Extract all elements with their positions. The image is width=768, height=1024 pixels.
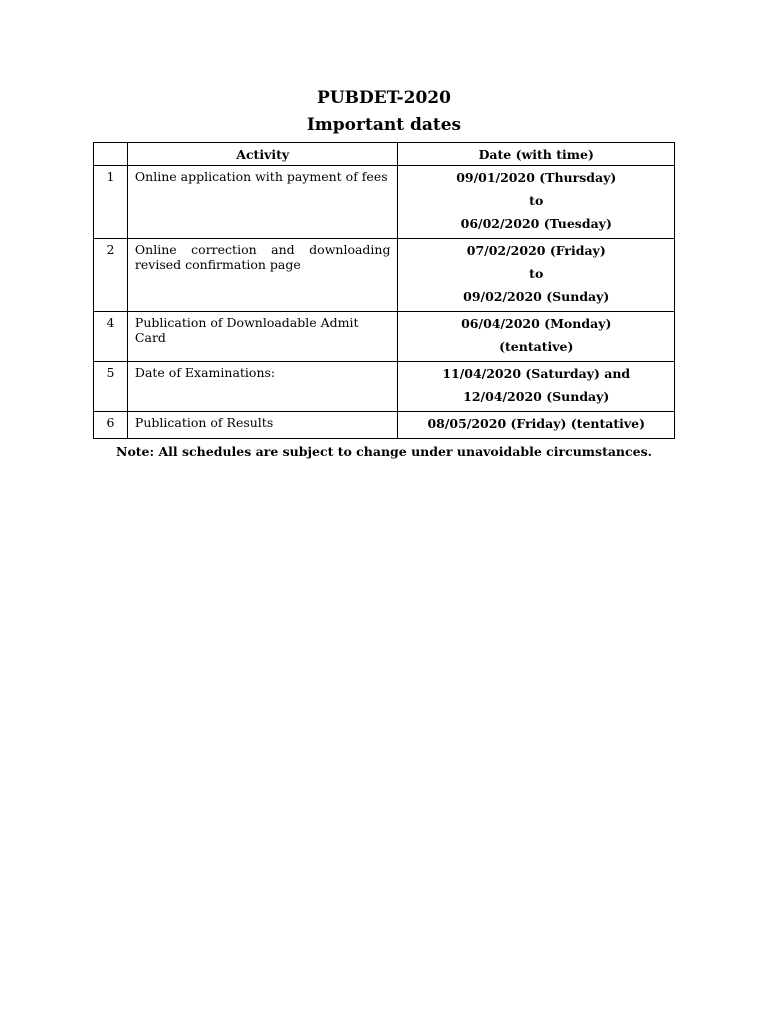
table-row	[94, 412, 675, 439]
date-line: 09/01/2020 (Thursday)	[456, 170, 617, 185]
table-row	[94, 362, 675, 412]
row-activity: Date of Examinations:	[127, 362, 398, 412]
row-number: 1	[94, 166, 128, 239]
table-row	[94, 239, 675, 312]
row-activity: Online application with payment of fees	[127, 166, 398, 239]
date-line: 06/02/2020 (Tuesday)	[460, 216, 612, 231]
schedule-note: Note: All schedules are subject to change under unavoidable circumstances.	[116, 444, 652, 459]
date-line: 11/04/2020 (Saturday) and	[442, 366, 631, 381]
date-line: 07/02/2020 (Friday)	[466, 243, 606, 258]
row-date	[398, 412, 675, 439]
row-date	[398, 362, 675, 412]
header-number	[94, 143, 128, 166]
document-title: PUBDET-2020	[317, 88, 451, 108]
table-row	[94, 312, 675, 362]
row-number: 2	[94, 239, 128, 312]
row-date	[398, 166, 675, 239]
date-line: to	[529, 193, 544, 208]
row-activity: Online correction and downloading revised confirmation page	[127, 239, 398, 312]
date-line: (tentative)	[499, 339, 574, 354]
row-activity: Publication of Results	[127, 412, 398, 439]
header-activity: Activity	[127, 143, 398, 166]
date-line: 06/04/2020 (Monday)	[461, 316, 612, 331]
row-date	[398, 239, 675, 312]
date-line: 08/05/2020 (Friday) (tentative)	[427, 416, 646, 431]
table-header-row	[94, 143, 675, 166]
important-dates-table	[93, 142, 675, 439]
row-date	[398, 312, 675, 362]
date-line: 09/02/2020 (Sunday)	[463, 289, 610, 304]
header-date: Date (with time)	[398, 143, 675, 166]
table-row	[94, 166, 675, 239]
row-number: 4	[94, 312, 128, 362]
date-line: 12/04/2020 (Sunday)	[463, 389, 610, 404]
date-line: to	[529, 266, 544, 281]
document-subtitle: Important dates	[306, 115, 462, 135]
row-activity: Publication of Downloadable Admit Card	[127, 312, 398, 362]
row-number: 6	[94, 412, 128, 439]
row-number: 5	[94, 362, 128, 412]
